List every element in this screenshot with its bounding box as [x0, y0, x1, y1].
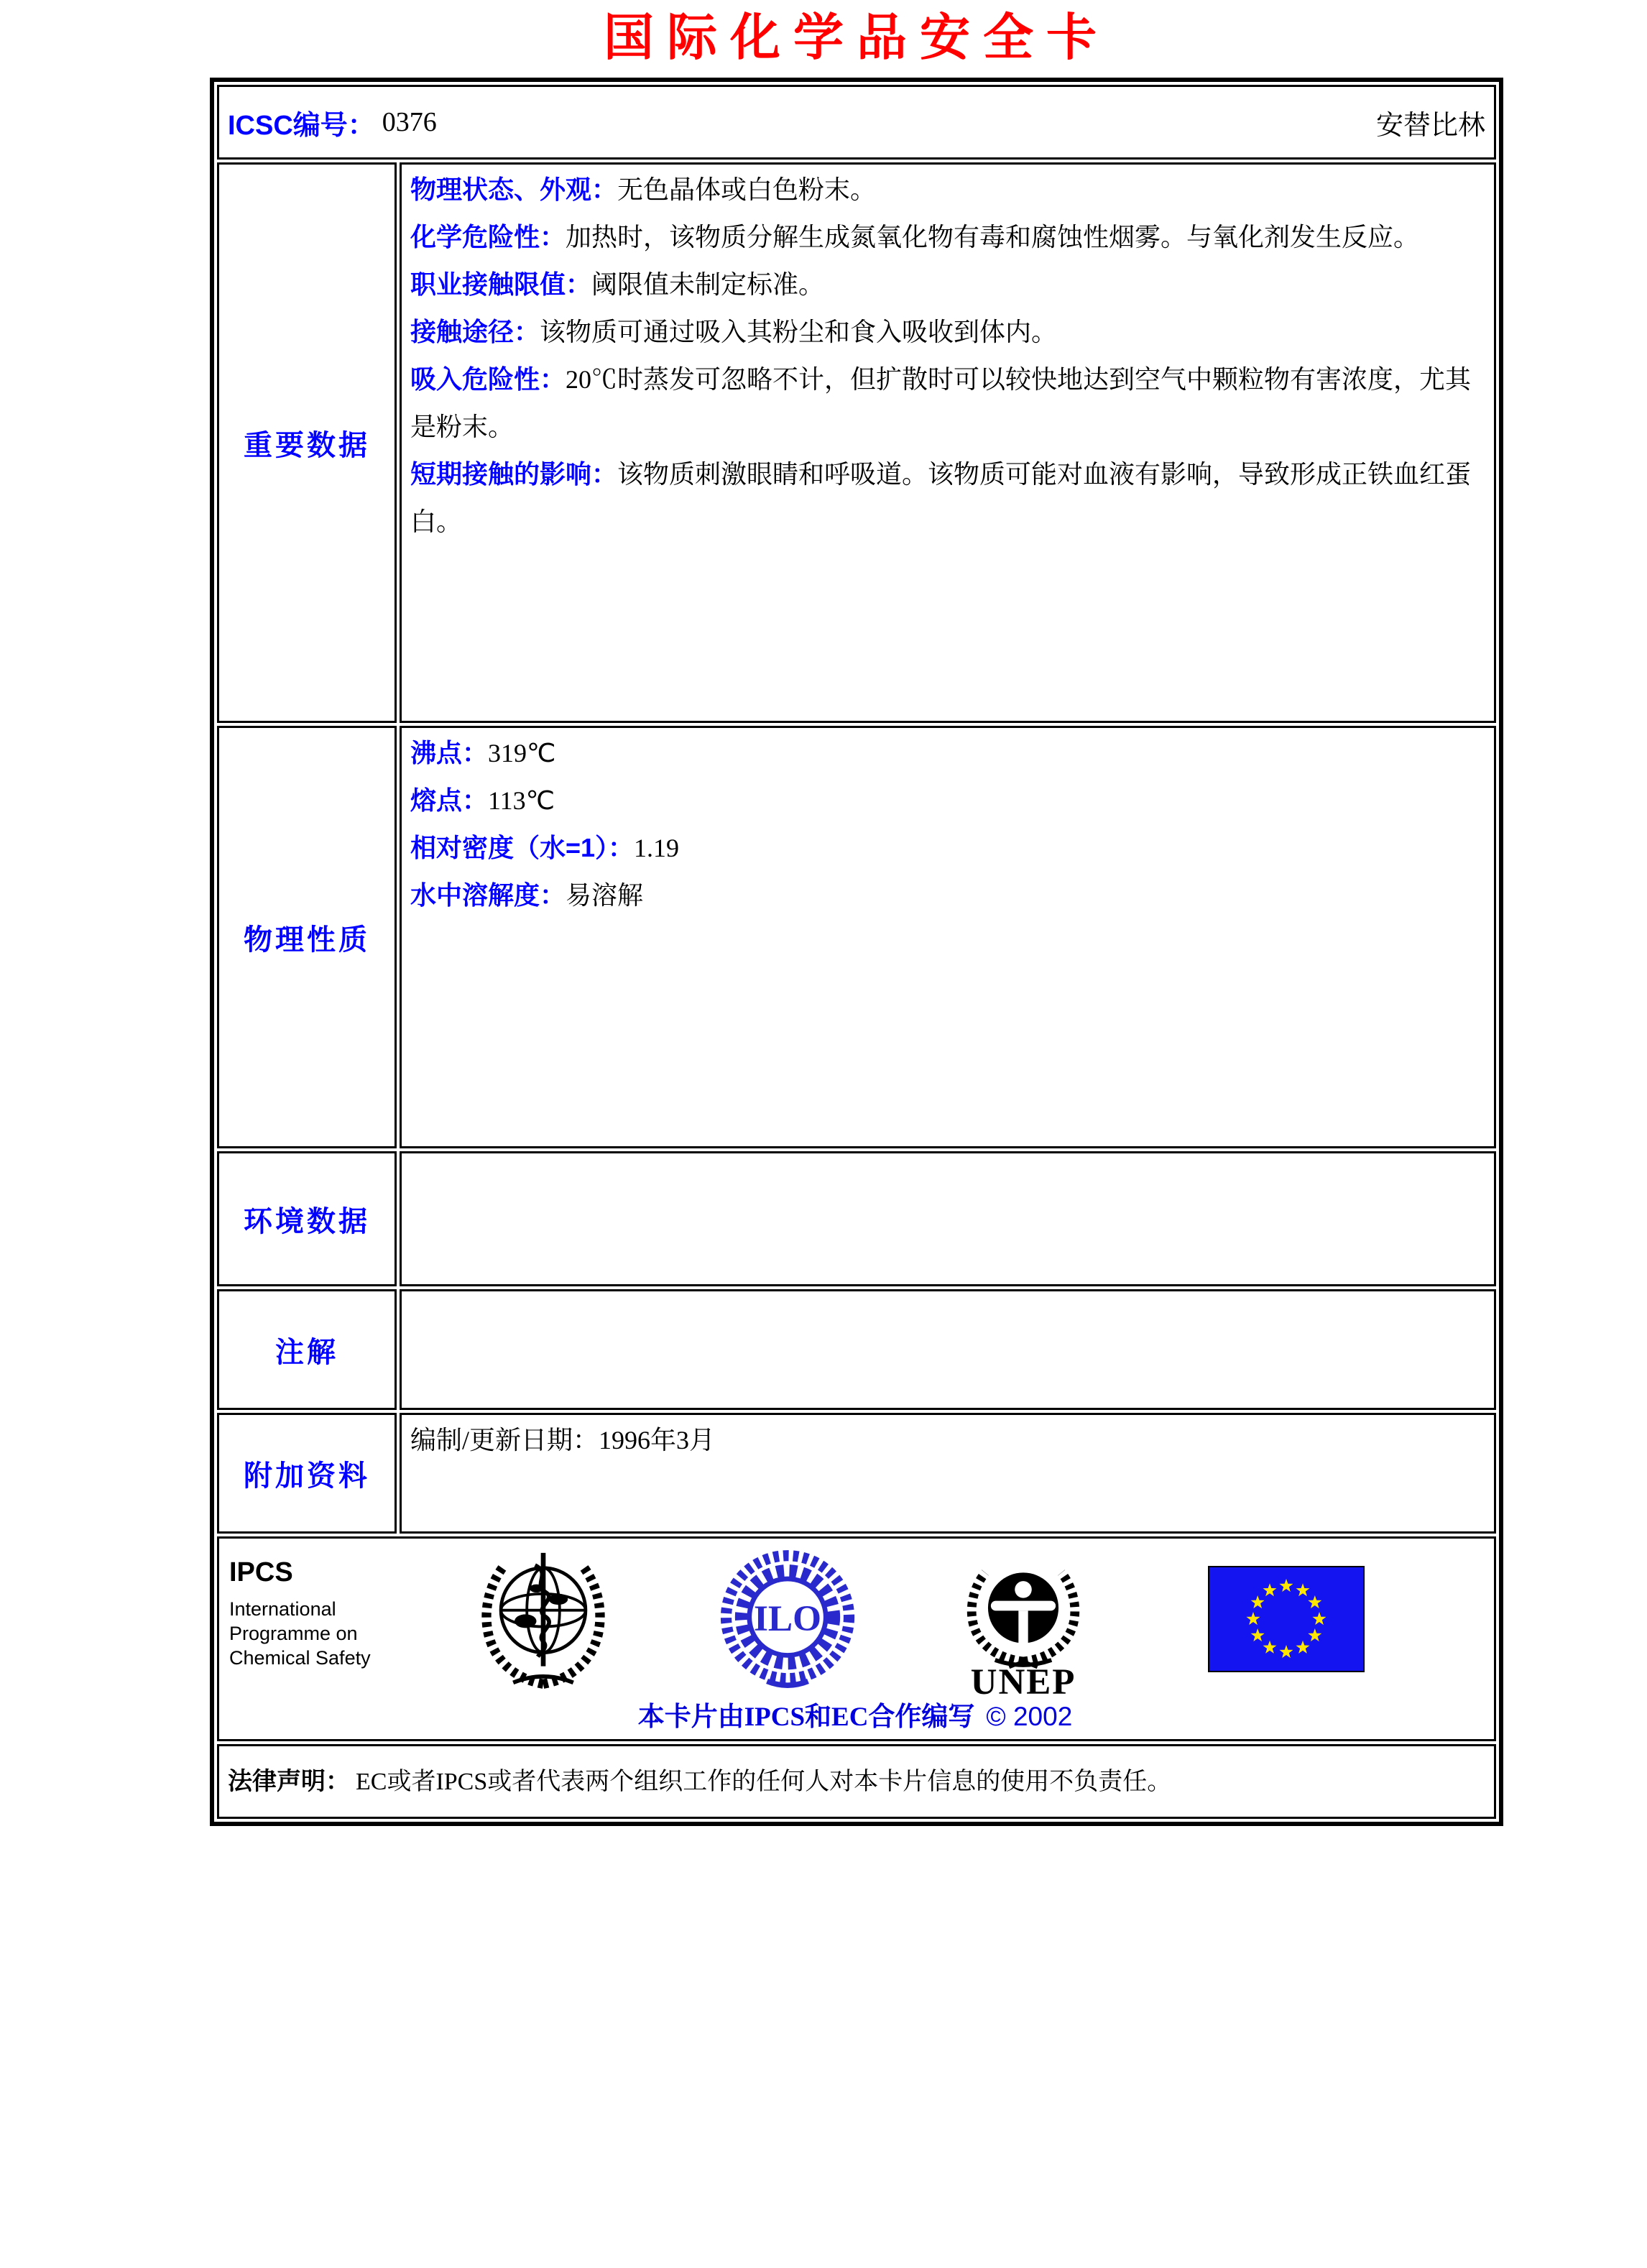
data-item: [410, 872, 1485, 919]
header-row: [217, 85, 1496, 160]
item-label: 沸点：: [410, 738, 489, 767]
logos-row: [217, 1536, 1496, 1741]
item-text: 该物质可通过吸入其粉尘和食入吸收到体内。: [540, 318, 1058, 346]
important-data-section-label: 重要数据: [217, 162, 397, 723]
page-title: 国际化学品安全卡: [604, 9, 1109, 65]
data-item: [410, 166, 1485, 213]
item-text: 加热时，该物质分解生成氮氧化物有毒和腐蚀性烟雾。与氧化剂发生反应。: [566, 223, 1420, 252]
copyright-text: © 2002: [986, 1702, 1073, 1731]
date-value: 1996年3月: [599, 1426, 716, 1455]
legal-cell: [217, 1744, 1496, 1819]
item-text: 1.19: [634, 834, 680, 862]
data-item: [410, 308, 1485, 356]
item-label: 物理状态、外观：: [410, 175, 618, 204]
item-label: 吸入危险性：: [410, 364, 566, 394]
physical-properties-section-label: 物理性质: [217, 726, 397, 1148]
item-text: 阈限值未制定标准。: [591, 270, 825, 299]
legal-row: [217, 1744, 1496, 1819]
data-item: [410, 824, 1485, 872]
item-label: 接触途径：: [410, 317, 540, 346]
item-label: 职业接触限值：: [410, 269, 592, 299]
cooperation-caption: [229, 1700, 1481, 1735]
chemical-name: 安替比林: [1375, 110, 1485, 141]
notes-section-label: 注解: [217, 1289, 397, 1410]
data-item: [410, 213, 1485, 261]
safety-card-sheet: [210, 6, 1503, 1826]
item-text: 该物质刺激眼睛和呼吸道。该物质可能对血液有影响，导致形成正铁血红蛋白。: [410, 460, 1472, 536]
item-text: 319℃: [488, 739, 556, 767]
additional-info-section-label: 附加资料: [217, 1413, 397, 1534]
item-text: 无色晶体或白色粉末。: [617, 175, 877, 204]
icsc-number-label: ICSC编号：: [228, 110, 375, 141]
eu-flag-icon: [1208, 1566, 1365, 1672]
environmental-data-row: [217, 1151, 1496, 1286]
item-label: 化学危险性：: [410, 222, 566, 252]
physical-properties-content: [400, 726, 1496, 1148]
unep-logo-text: UNEP: [970, 1662, 1076, 1698]
date-label: 编制/更新日期：: [410, 1426, 599, 1455]
item-label: 水中溶解度：: [410, 880, 566, 910]
item-text: 易溶解: [566, 881, 644, 910]
logos-cell: [217, 1536, 1496, 1741]
notes-row: [217, 1289, 1496, 1410]
logos-strip: [229, 1549, 1481, 1698]
environmental-data-section-label: 环境数据: [217, 1151, 397, 1286]
ipcs-name-line3: Chemical Safety: [229, 1647, 371, 1669]
item-label: 短期接触的影响：: [410, 459, 618, 489]
data-item: [410, 451, 1485, 545]
legal-text: EC或者IPCS或者代表两个组织工作的任何人对本卡片信息的使用不负责任。: [356, 1768, 1172, 1795]
safety-card-table: [210, 78, 1503, 1826]
data-item: [410, 356, 1485, 451]
ipcs-name-line2: Programme on: [229, 1623, 358, 1644]
ipcs-name-line1: International: [229, 1598, 336, 1620]
ilo-logo-icon: [719, 1549, 856, 1691]
data-item: [410, 777, 1485, 824]
item-label: 相对密度（水=1）：: [410, 833, 635, 862]
header-cell: [217, 85, 1496, 160]
additional-info-row: [217, 1413, 1496, 1534]
legal-label: 法律声明：: [228, 1767, 350, 1795]
who-logo-icon: [475, 1549, 612, 1691]
unep-logo-icon: [948, 1549, 1099, 1698]
icsc-number-group: [228, 103, 437, 142]
environmental-data-content: [400, 1151, 1496, 1286]
item-text: 20℃时蒸发可忽略不计，但扩散时可以较快地达到空气中颗粒物有害浓度，尤其是粉末。: [410, 365, 1472, 441]
ilo-logo-text: ILO: [753, 1598, 822, 1640]
important-data-row: [217, 162, 1496, 723]
item-text: 113℃: [488, 786, 555, 815]
item-label: 熔点：: [410, 785, 489, 815]
physical-properties-row: [217, 726, 1496, 1148]
important-data-content: [400, 162, 1496, 723]
icsc-number-value: 0376: [382, 107, 437, 137]
ipcs-acronym: IPCS: [229, 1557, 293, 1587]
additional-info-content: [400, 1413, 1496, 1534]
data-item: [410, 261, 1485, 308]
data-item: [410, 729, 1485, 777]
notes-content: [400, 1289, 1496, 1410]
data-item: [410, 1416, 1485, 1464]
ipcs-block: [229, 1549, 420, 1670]
caption-text: 本卡片由IPCS和EC合作编写: [637, 1702, 975, 1732]
